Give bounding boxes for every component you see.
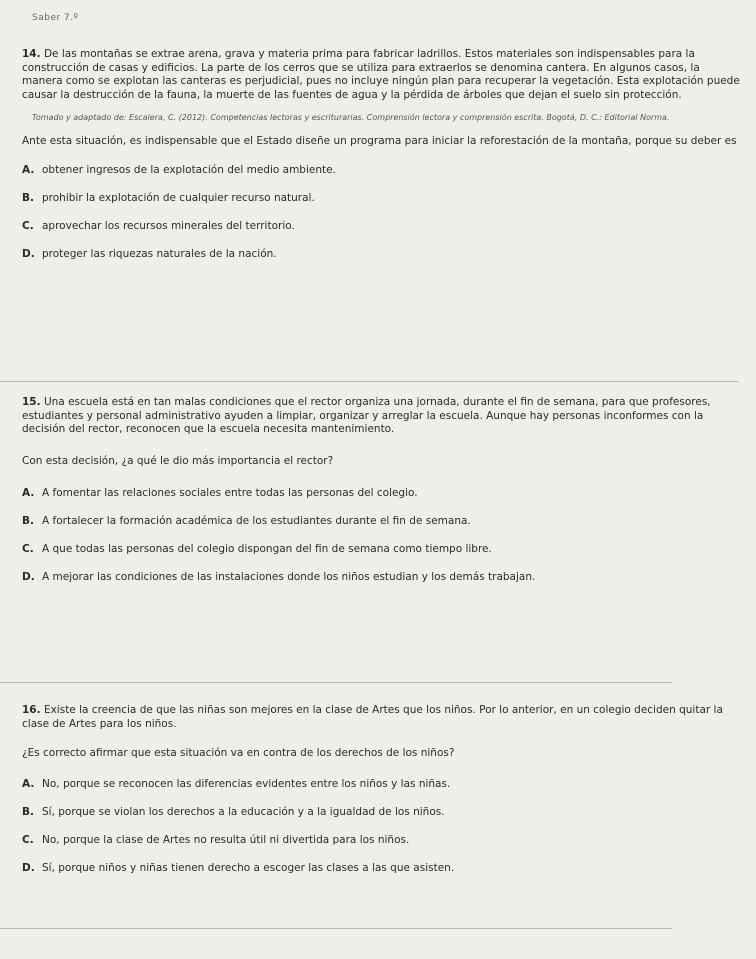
option-b[interactable]	[22, 514, 740, 528]
option-text: Sí, porque se violan los derechos a la educación y a la igualdad de los niños.	[42, 805, 445, 818]
option-letter: A.	[22, 777, 35, 790]
option-text: A mejorar las condiciones de las instalaciones donde los niños estudian y los demás trabajan.	[42, 571, 536, 584]
answer-options	[22, 163, 740, 261]
option-letter: A.	[22, 487, 35, 500]
question-prompt: Con esta decisión, ¿a qué le dio más importancia el rector?	[22, 454, 334, 467]
option-d[interactable]	[22, 247, 740, 261]
question-stem	[22, 704, 740, 731]
question-stem	[22, 48, 740, 102]
option-letter: B.	[22, 805, 34, 818]
question-16	[22, 704, 740, 875]
option-letter: D.	[22, 861, 35, 874]
section-divider	[0, 381, 738, 382]
option-text: prohibir la explotación de cualquier recurso natural.	[42, 191, 315, 204]
option-letter: B.	[22, 515, 34, 528]
question-text: Existe la creencia de que las niñas son mejores en la clase de Artes que los niños. Por lo anterior, en un colegio deciden quitar la clase de Artes para los niños.	[22, 704, 723, 730]
option-text: A fomentar las relaciones sociales entre todas las personas del colegio.	[42, 487, 418, 500]
answer-options	[22, 486, 740, 584]
answer-options	[22, 777, 740, 875]
option-d[interactable]	[22, 861, 740, 875]
source-citation: Tomado y adaptado de: Escalera, C. (2012). Competencias lectoras y escriturarias. Comprensión lectora y comprensión escrita. Bogotá, D. C.: Editorial Norma.	[32, 113, 670, 123]
option-letter: C.	[22, 833, 34, 846]
question-number: 14.	[22, 48, 41, 60]
option-text: A que todas las personas del colegio dispongan del fin de semana como tiempo libre.	[42, 543, 492, 556]
option-c[interactable]	[22, 833, 740, 847]
section-divider	[0, 682, 672, 683]
option-c[interactable]	[22, 219, 740, 233]
page-header: Saber 7.º	[32, 13, 79, 23]
question-number: 16.	[22, 704, 41, 716]
question-14	[22, 48, 740, 261]
option-letter: D.	[22, 571, 35, 584]
option-letter: D.	[22, 247, 35, 260]
question-text: De las montañas se extrae arena, grava y materia prima para fabricar ladrillos. Estos materiales son indispensables para la construcción de casas y edificios. La parte de los cerros que se utiliza para extraerlos se denomina cantera. En algunos casos, la manera como se explotan las canteras es perjudicial, pues no incluye ningún plan para recuperar la vegetación. Esta explotación puede causar la destrucción de la fauna, la muerte de las fuentes de agua y la pérdida de árboles que dejan el suelo sin protección.	[22, 48, 740, 101]
option-a[interactable]	[22, 777, 740, 791]
option-a[interactable]	[22, 486, 740, 500]
option-letter: C.	[22, 219, 34, 232]
question-prompt: Ante esta situación, es indispensable que el Estado diseñe un programa para iniciar la reforestación de la montaña, porque su deber es	[22, 135, 737, 148]
option-text: A fortalecer la formación académica de los estudiantes durante el fin de semana.	[42, 515, 471, 528]
question-15	[22, 396, 740, 584]
option-text: Sí, porque niños y niñas tienen derecho a escoger las clases a las que asisten.	[42, 861, 455, 874]
option-letter: B.	[22, 191, 34, 204]
question-prompt: ¿Es correcto afirmar que esta situación va en contra de los derechos de los niños?	[22, 747, 455, 760]
option-b[interactable]	[22, 805, 740, 819]
option-letter: C.	[22, 543, 34, 556]
option-b[interactable]	[22, 191, 740, 205]
question-stem	[22, 396, 740, 437]
option-letter: A.	[22, 163, 35, 176]
question-text: Una escuela está en tan malas condiciones que el rector organiza una jornada, durante el fin de semana, para que profesores, estudiantes y personal administrativo ayuden a limpiar, organizar y arreglar la escuela. Aunque hay personas inconformes con la decisión del rector, reconocen que la escuela necesita mantenimiento.	[22, 396, 711, 436]
question-number: 15.	[22, 396, 41, 408]
option-c[interactable]	[22, 542, 740, 556]
option-text: No, porque la clase de Artes no resulta útil ni divertida para los niños.	[42, 833, 410, 846]
option-text: aprovechar los recursos minerales del territorio.	[42, 219, 295, 232]
option-d[interactable]	[22, 570, 740, 584]
option-a[interactable]	[22, 163, 740, 177]
option-text: proteger las riquezas naturales de la nación.	[42, 247, 277, 260]
section-divider	[0, 928, 672, 929]
option-text: No, porque se reconocen las diferencias evidentes entre los niños y las niñas.	[42, 777, 451, 790]
option-text: obtener ingresos de la explotación del medio ambiente.	[42, 163, 336, 176]
